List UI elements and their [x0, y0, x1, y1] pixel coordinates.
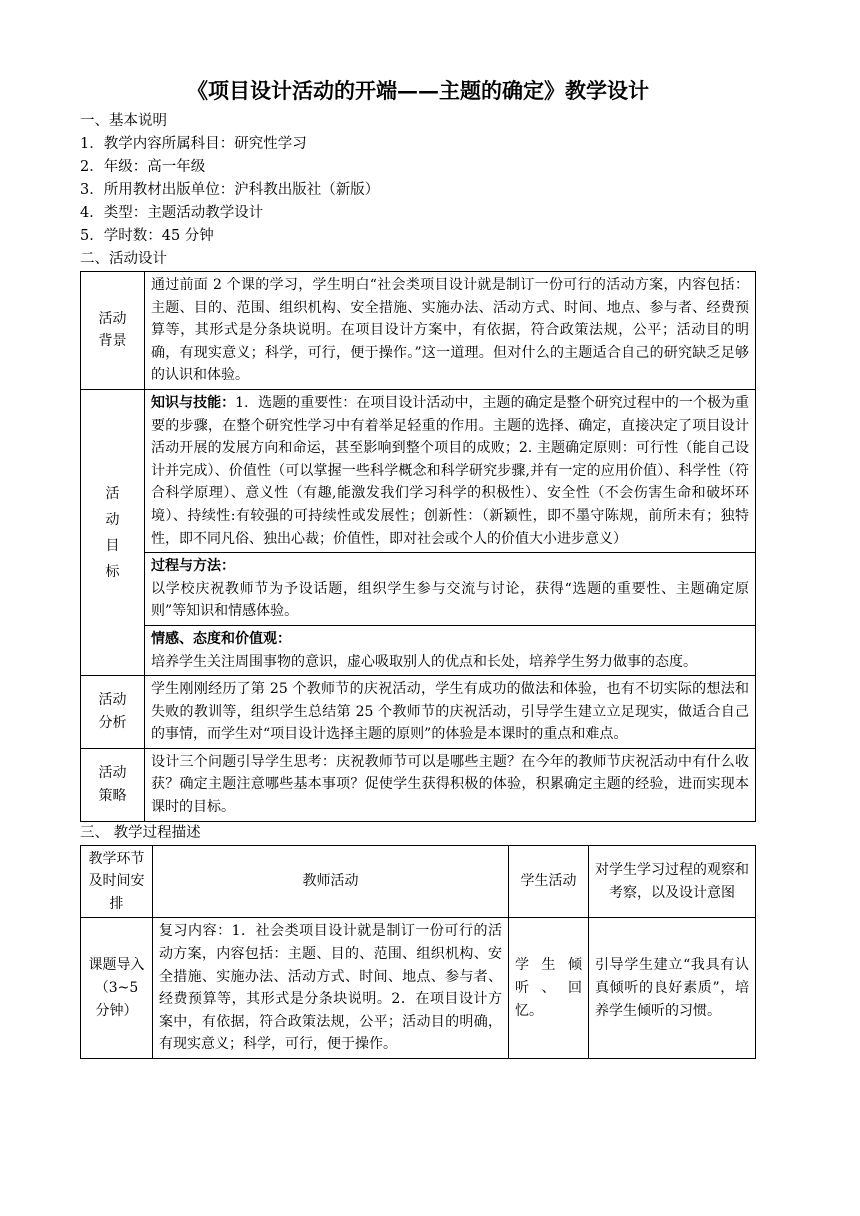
table-row-analysis: [81, 676, 756, 749]
basic-item-grade: 2．年级：高一年级: [80, 159, 206, 175]
document-page: [80, 74, 756, 1059]
label-text: 背景: [98, 333, 127, 350]
header-teacher-activity: 教师活动: [153, 845, 509, 918]
header-student-activity: 学生活动: [509, 845, 589, 918]
teaching-process-table: [80, 845, 756, 1059]
analysis-text: 学生刚刚经历了第 25 个教师节的庆祝活动，学生有成功的做法和体验，也有不切实际的想法和失败的教训等，组织学生总结第 25 个教师节的庆祝活动，引导学生建立立足现实，做适合自己的事情，而学生对“项目设计选择主题的原则”的体验是本课时的重点和难点。: [145, 676, 756, 749]
table-row: [81, 918, 756, 1059]
emotion-text: 培养学生关注周围事物的意识，虚心吸取别人的优点和长处，培养学生努力做事的态度。: [151, 653, 697, 670]
section-heading-teaching-process: 三、 教学过程描述: [80, 824, 201, 841]
label-cell-background: [81, 272, 145, 390]
activity-design-table: [80, 271, 756, 822]
header-observation-intent: 对学生学习过程的观察和考察，以及设计意图: [589, 845, 756, 918]
section-heading-basic: 一、基本说明: [80, 113, 167, 129]
label-cell-goals: [81, 389, 145, 675]
strategy-text: 设计三个问题引导学生思考：庆祝教师节可以是哪些主题？在今年的教师节庆祝活动中有什么收获？确定主题注意哪些基本事项？促使学生获得积极的体验，积累确定主题的经验，进而实现本课时的目标。: [145, 748, 756, 821]
row-student-activity: 学 生 倾听、回忆。: [509, 918, 589, 1059]
background-text: 通过前面 2 个课的学习，学生明白“社会类项目设计就是制订一份可行的活动方案，内容包括：主题、目的、范围、组织机构、安全措施、实施办法、活动方式、时间、地点、参与者、经费预算等，其形式是分条块说明。在项目设计方案中，有依据，符合政策法规，公平；活动目的明确，有现实意义；科学，可行，便于操作。”这一道理。但对什么的主题适合自己的研究缺乏足够的认识和体验。: [145, 272, 756, 390]
section-heading-activity-design: 二、活动设计: [80, 251, 167, 267]
label-char: 目: [105, 537, 120, 554]
label-text: 活动: [98, 310, 127, 327]
header-stage: 教学环节及时间安排: [81, 845, 153, 918]
goals-emotion-cell: [145, 625, 756, 675]
basic-item-subject: 1．教学内容所属科目：研究性学习: [80, 136, 307, 152]
basic-item-hours: 5．学时数：45 分钟: [80, 228, 214, 244]
label-char: 活: [105, 485, 120, 502]
table-row-goals-knowledge: [81, 389, 756, 552]
knowledge-heading: 知识与技能：: [151, 394, 236, 411]
label-char: 动: [105, 511, 120, 528]
table-row-background: [81, 272, 756, 390]
table-row-strategy: [81, 748, 756, 821]
emotion-heading: 情感、态度和价值观：: [151, 630, 291, 647]
label-char: 标: [105, 563, 120, 580]
document-title: 《项目设计活动的开端——主题的确定》教学设计: [187, 78, 649, 103]
label-text: 活动: [98, 765, 127, 782]
table-row-goals-emotion: [81, 625, 756, 675]
table-row-goals-process: [81, 553, 756, 626]
knowledge-text: 1．选题的重要性：在项目设计活动中，主题的确定是整个研究过程中的一个极为重要的步骤，在整个研究性学习中有着举足轻重的作用。主题的选择、确定，直接决定了项目设计活动开展的发展方向和命运，甚至影响到整个项目的成败；2. 主题确定原则：可行性（能自己设计并完成）、价值性（可以掌握一些科学概念和科学研究步骤,并有一定的应用价值）、科学性（符合科学原理）、意义性（有趣,能激发我们学习科学的积极性）、安全性（不会伤害生命和破坏环境）、持续性:有较强的可持续性或发展性；创新性：（新颖性，即不墨守陈规，前所未有；独特性，即不同凡俗、独出心裁；价值性，即对社会或个人的价值大小进步意义）: [151, 394, 749, 547]
label-text: 活动: [98, 692, 127, 709]
basic-item-type: 4．类型：主题活动教学设计: [80, 205, 264, 221]
goals-knowledge-cell: [145, 389, 756, 552]
table-header-row: [81, 845, 756, 918]
process-text: 以学校庆祝教师节为予设话题，组织学生参与交流与讨论，获得“选题的重要性、主题确定原则”等知识和情感体验。: [151, 580, 749, 620]
row-intent: 引导学生建立“我具有认真倾听的良好素质”，培养学生倾听的习惯。: [589, 918, 756, 1059]
goals-process-cell: [145, 553, 756, 626]
label-cell-strategy: [81, 748, 145, 821]
basic-item-publisher: 3．所用教材出版单位：沪科教出版社（新版）: [80, 182, 380, 198]
label-text: 分析: [98, 714, 127, 731]
row-stage: 课题导入（3~5 分钟）: [81, 918, 153, 1059]
label-text: 策略: [98, 787, 127, 804]
process-heading: 过程与方法：: [151, 558, 235, 575]
label-cell-analysis: [81, 676, 145, 749]
row-teacher-activity: 复习内容：1．社会类项目设计就是制订一份可行的活动方案，内容包括：主题、目的、范围、组织机构、安全措施、实施办法、活动方式、时间、地点、参与者、经费预算等，其形式是分条块说明。2．在项目设计方案中，有依据，符合政策法规，公平；活动目的明确，有现实意义；科学，可行，便于操作。: [153, 918, 509, 1059]
